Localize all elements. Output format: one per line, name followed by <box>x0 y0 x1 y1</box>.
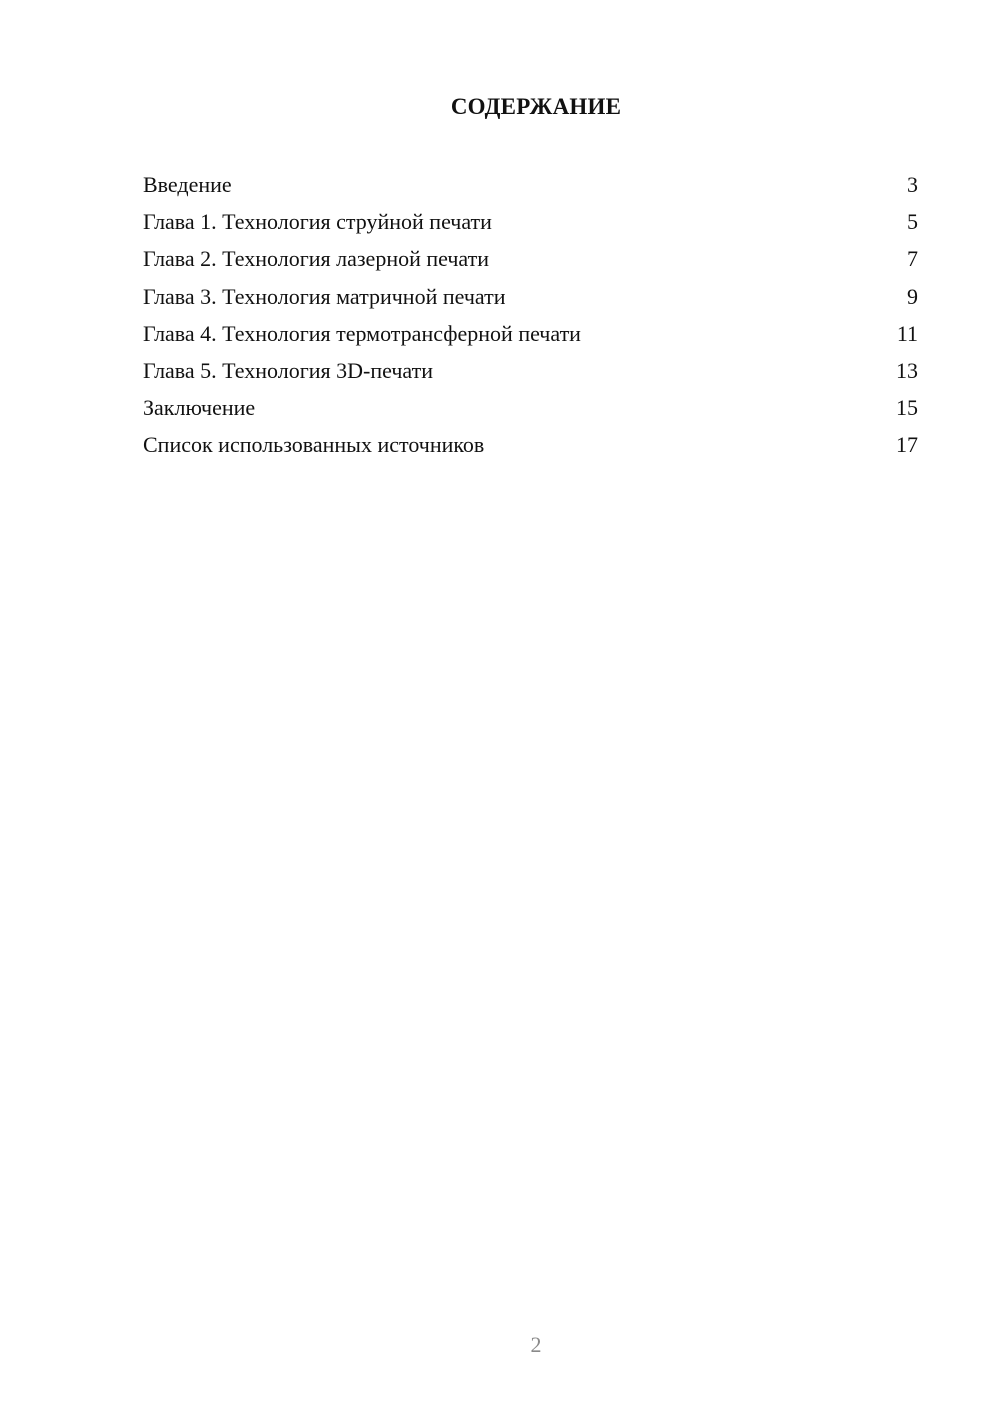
toc-item-title: Глава 3. Технология матричной печати <box>143 283 506 309</box>
page-number: 2 <box>530 1332 542 1357</box>
toc-heading: СОДЕРЖАНИЕ <box>450 94 622 119</box>
toc-item-title: Глава 5. Технология 3D-печати <box>143 357 433 383</box>
toc-item-page-number: 13 <box>896 357 918 383</box>
toc-item-chapter-2 <box>143 242 918 279</box>
toc-item-page-number: 11 <box>896 320 918 346</box>
toc-item-title: Заключение <box>143 395 256 421</box>
toc-item-page-number: 17 <box>896 432 918 458</box>
toc-item-chapter-4 <box>143 317 918 354</box>
toc-item-chapter-3 <box>143 280 918 317</box>
toc-item-title: Глава 4. Технология термотрансферной печати <box>143 320 581 346</box>
table-of-contents <box>143 168 918 466</box>
toc-item-page-number: 3 <box>907 172 918 197</box>
toc-item-introduction <box>143 168 918 205</box>
toc-item-page-number: 9 <box>907 283 918 309</box>
toc-item-title: Список использованных источников <box>143 432 485 458</box>
toc-item-page-number: 15 <box>896 395 918 421</box>
toc-item-references <box>143 428 918 465</box>
toc-item-title: Введение <box>143 172 232 197</box>
toc-item-page-number: 5 <box>907 209 918 235</box>
toc-item-title: Глава 2. Технология лазерной печати <box>143 246 490 272</box>
toc-item-page-number: 7 <box>907 246 918 272</box>
toc-item-title: Глава 1. Технология струйной печати <box>143 209 492 235</box>
toc-item-chapter-1 <box>143 205 918 242</box>
toc-item-conclusion <box>143 391 918 428</box>
toc-item-chapter-5 <box>143 354 918 391</box>
